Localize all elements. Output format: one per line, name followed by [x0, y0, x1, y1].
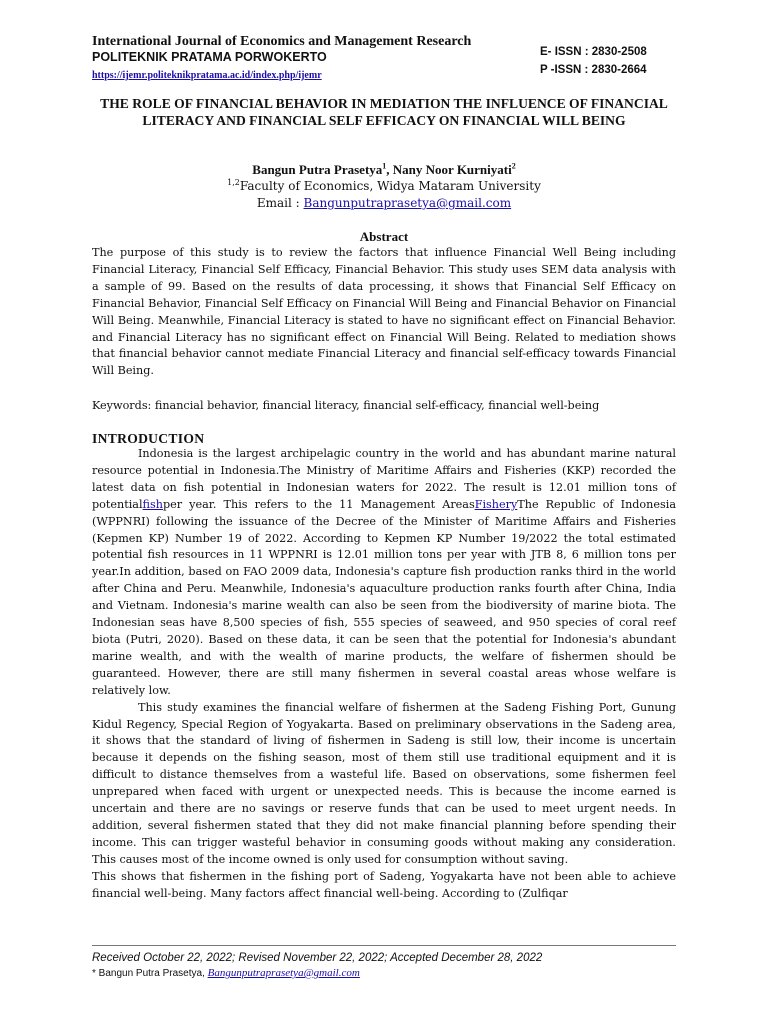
footnote-email-link[interactable]: Bangunputraprasetya@gmail.com [207, 967, 360, 979]
eissn: E- ISSN : 2830-2508 [540, 46, 647, 58]
intro-paragraph-2: This study examines the financial welfare of fishermen at the Sadeng Fishing Port, Gunung Kidul Regency, Special Region of Yogyakarta. Based on preliminary observations in the Sadeng area, it shows that the standard of living of fishermen in Sadeng is still low, their income is uncertain because it depends on the fishing season, most of them still use traditional equipment and it is difficult to distance themselves from a wasteful life. Based on observations, some fishermen feel unprepared when faced with urgent or unexpected needs. This is because the income earned is uncertain and there are no savings or reserve funds that can be used to meet urgent needs. In addition, several fishermen stated that they did not make financial planning before spending their income. This can trigger wasteful behavior in consuming goods without making any consideration. This causes most of the income owned is only used for consumption without saving. [92, 700, 676, 866]
author-footnote [92, 967, 360, 980]
author-1-sup: 1 [382, 161, 387, 171]
issn-block [540, 43, 647, 79]
abstract-heading: Abstract [359, 229, 409, 244]
paper-title: THE ROLE OF FINANCIAL BEHAVIOR IN MEDIATION THE INFLUENCE OF FINANCIAL LITERACY AND FINANCIAL SELF EFFICACY ON FINANCIAL WILL BEING [100, 96, 668, 128]
fish-link[interactable]: fish [142, 497, 163, 511]
author-line [92, 162, 676, 178]
journal-url-link[interactable]: https://ijemr.politeknikpratama.ac.id/index.php/ijemr [92, 70, 322, 81]
email-link[interactable]: Bangunputraprasetya@gmail.com [303, 196, 512, 210]
author-1: Bangun Putra Prasetya [252, 162, 383, 177]
intro-paragraph-3: This shows that fishermen in the fishing port of Sadeng, Yogyakarta have not been able to achieve financial well-being. Many factors affect financial well-being. According to (Zulfiqar [92, 869, 676, 900]
affiliation-sup: 1,2 [227, 178, 240, 187]
footer-divider [92, 945, 676, 946]
journal-header [92, 33, 532, 83]
author-2-sup: 2 [511, 161, 516, 171]
intro-paragraph-1 [92, 446, 676, 700]
intro-p1-text-c: The Republic of Indonesia (WPPNRI) following the issuance of the Decree of the Minister of Maritime Affairs and Fisheries (Kepmen KP) Number 19 of 2022. According to Kepmen KP Number 19/2022 the total estimated potential fish resources in 11 WPPNRI is 12.01 million tons per year with JTB 8, 6 million tons per year.In addition, based on FAO 2009 data, Indonesia's capture fish production ranks third in the world after China and Peru. Meanwhile, Indonesia's aquaculture production ranks fourth after China, India and Vietnam. Indonesia's marine wealth can also be seen from the biodiversity of marine biota. The Indonesian seas have 8,500 species of fish, 555 species of seaweed, and 950 species of coral reef biota (Putri, 2020). Based on these data, it can be seen that the potential for Indonesia's abundant marine wealth, and with the wealth of marine products, the welfare of fishermen should be guaranteed. However, there are still many fishermen in several coastal areas whose welfare is relatively low. [92, 497, 676, 697]
affiliation [92, 178, 676, 194]
intro-p1-text-b: per year. This refers to the 11 Management Areas [162, 497, 475, 511]
fishery-link[interactable]: Fishery [474, 497, 518, 511]
author-2: Nany Noor Kurniyati [392, 162, 512, 177]
affiliation-text: Faculty of Economics, Widya Mataram University [239, 179, 541, 193]
journal-name: International Journal of Economics and Management Research [92, 34, 472, 49]
pissn: P -ISSN : 2830-2664 [540, 64, 647, 76]
institution-name: POLITEKNIK PRATAMA PORWOKERTO [92, 50, 327, 64]
introduction-body [92, 446, 676, 902]
email-label: Email : [256, 196, 304, 210]
introduction-heading: INTRODUCTION [92, 431, 205, 446]
author-separator: , [386, 162, 393, 177]
footnote-prefix: * Bangun Putra Prasetya, [92, 968, 208, 979]
abstract-body: The purpose of this study is to review the factors that influence Financial Well Being including Financial Literacy, Financial Self Efficacy, Financial Behavior. This study uses SEM data analysis with a sample of 99. Based on the results of data processing, it shows that Financial Self Efficacy on Financial Behavior, Financial Self Efficacy on Financial Will Being and Financial Behavior on Financial Will Being. Meanwhile, Financial Literacy is stated to have no significant effect on Financial Behavior. and Financial Literacy has no significant effect on Financial Will Being. Related to mediation shows that financial behavior cannot mediate Financial Literacy and financial self-efficacy towards Financial Will Being. [92, 246, 676, 378]
intro-p1-text-a: Indonesia is the largest archipelagic country in the world and has abundant marine natural resource potential in Indonesia.The Ministry of Maritime Affairs and Fisheries (KKP) recorded the latest data on fish potential in Indonesian waters for 2022. The result is 12.01 million tons of potential [92, 447, 676, 511]
email-line [92, 195, 676, 211]
keywords: Keywords: financial behavior, financial literacy, financial self-efficacy, financial well-being [92, 399, 600, 412]
received-dates: Received October 22, 2022; Revised November 22, 2022; Accepted December 28, 2022 [92, 952, 543, 964]
